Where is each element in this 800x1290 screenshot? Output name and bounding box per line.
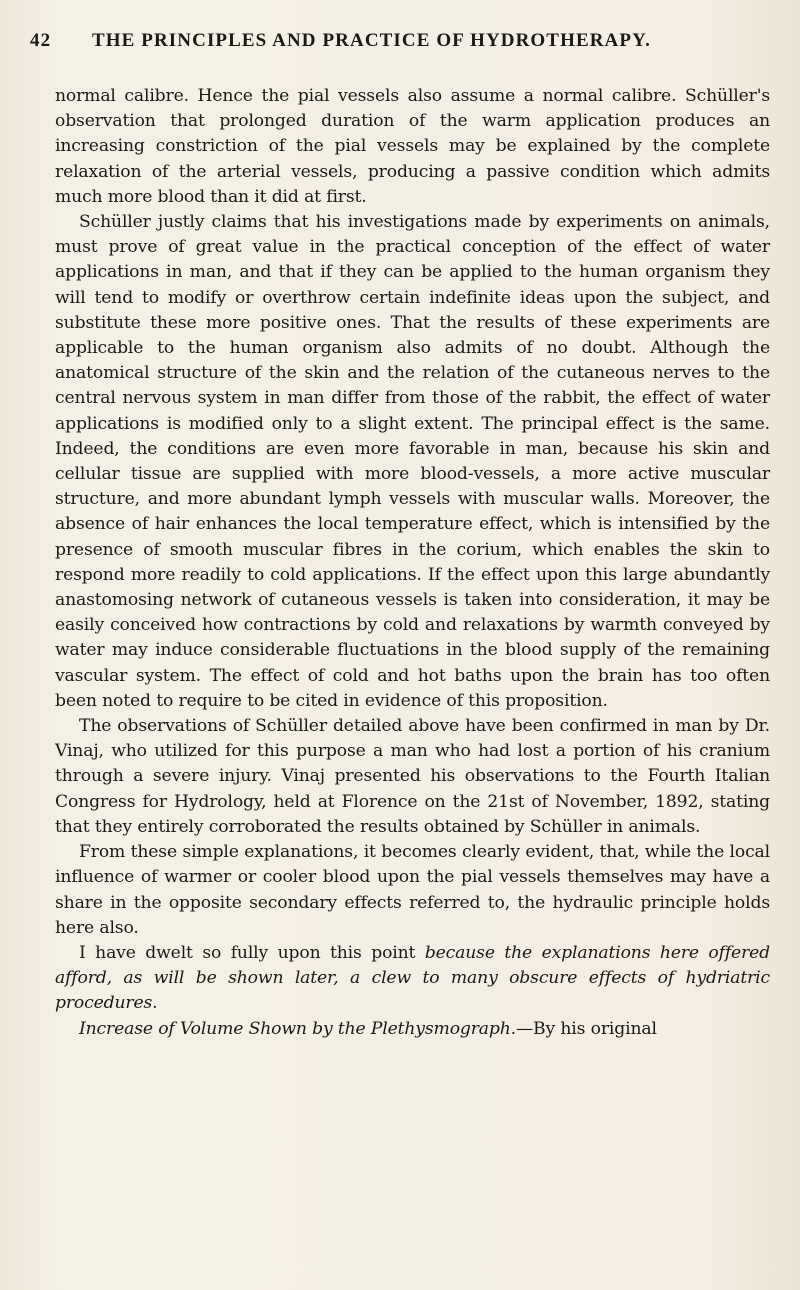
paragraph-1: normal calibre. Hence the pial vessels also assume a normal calibre. Schüller's observation that prolonged duration of the warm application produces an increasing constriction of the pial vessels may be explained by the complete relaxation of the arterial vessels, producing a passive condition which admits much more blood than it did at first. (55, 86, 770, 207)
paragraph-3: The observations of Schüller detailed above have been confirmed in man by Dr. Vinaj, who utilized for this purpose a man who had lost a portion of his cranium through a severe injury. Vinaj presented his observations to the Fourth Italian Congress for Hydrology, held at Florence on the 21st of November, 1892, stating that they entirely corroborated the results obtained by Schüller in animals. (55, 716, 770, 837)
page-number: 42 (30, 30, 52, 51)
paragraph-6-normal-text: —By his original (516, 1018, 657, 1039)
paragraph-5 (55, 941, 770, 1017)
running-head: THE PRINCIPLES AND PRACTICE OF HYDROTHERAPY. (92, 30, 651, 51)
section-heading-plethysmograph: Increase of Volume Shown by the Plethysmograph. (79, 1018, 516, 1039)
paragraph-6 (55, 1017, 770, 1042)
body-text (55, 84, 770, 1042)
paragraph-5-normal-text: I have dwelt so fully upon this point (79, 942, 425, 963)
paragraph-4: From these simple explanations, it becomes clearly evident, that, while the local influence of warmer or cooler blood upon the pial vessels themselves may have a share in the opposite secondary effects referred to, the hydraulic principle holds here also. (55, 842, 770, 938)
paragraph-2: Schüller justly claims that his investigations made by experiments on animals, must prove of great value in the practical conception of the effect of water applications in man, and that if they can be applied to the human organism they will tend to modify or overthrow certain indefinite ideas upon the subject, and substitute these more positive ones. That the results of these experiments are applicable to the human organism also admits of no doubt. Although the anatomical structure of the skin and the relation of the cutaneous nerves to the central nervous system in man differ from those of the rabbit, the effect of water applications is modified only to a slight extent. The principal effect is the same. Indeed, the conditions are even more favorable in man, because his skin and cellular tissue are supplied with more blood-vessels, a more active muscular structure, and more abundant lymph vessels with muscular walls. Moreover, the absence of hair enhances the local temperature effect, which is intensified by the presence of smooth muscular fibres in the corium, which enables the skin to respond more readily to cold applications. If the effect upon this large abundantly anastomosing network of cutaneous vessels is taken into consideration, it may be easily conceived how contractions by cold and relaxations by warmth conveyed by water may induce considerable fluctuations in the blood supply of the remaining vascular system. The effect of cold and hot baths upon the brain has too often been noted to require to be cited in evidence of this proposition. (55, 212, 770, 711)
page-header (30, 30, 772, 52)
paragraph-5-italic-text: because the explanations here offered afford, as will be shown later, a clew to many obscure effects of hydriatric procedures. (55, 942, 771, 1014)
